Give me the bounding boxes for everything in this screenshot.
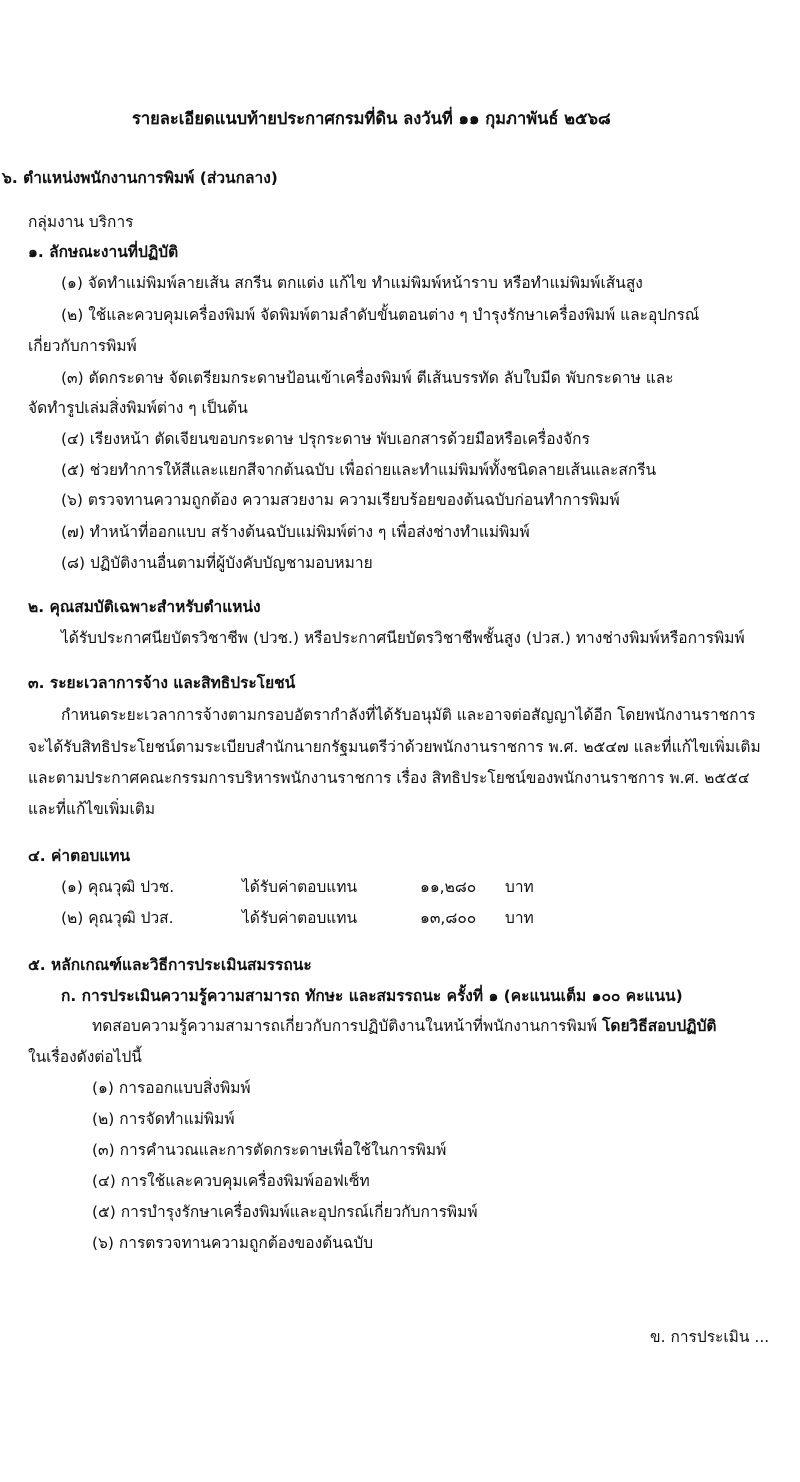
assessment-topic: (๓) การคำนวณและการตัดกระดาษเพื่อใช้ในการพิมพ์ bbox=[92, 1141, 447, 1159]
duty-item-4: (๔) เรียงหน้า ตัดเจียนขอบกระดาษ ปรุกระดาษ พับเอกสารด้วยมือหรือเครื่องจักร bbox=[61, 430, 590, 448]
duty-item-2: (๒) ใช้และควบคุมเครื่องพิมพ์ จัดพิมพ์ตามลำดับขั้นตอนต่าง ๆ บำรุงรักษาเครื่องพิมพ์ และอุปกรณ์ bbox=[61, 306, 700, 324]
compensation-label: ได้รับค่าตอบแทน bbox=[242, 909, 358, 927]
duty-item-8: (๘) ปฏิบัติงานอื่นตามที่ผู้บังคับบัญชามอบหมาย bbox=[61, 554, 373, 572]
assessment-subheading: ก. การประเมินความรู้ความสามารถ ทักษะ และสมรรถนะ ครั้งที่ ๑ (คะแนนเต็ม ๑๐๐ คะแนน) bbox=[61, 987, 683, 1005]
document-header: รายละเอียดแนบท้ายประกาศกรมที่ดิน ลงวันที่ ๑๑ กุมภาพันธ์ ๒๕๖๘ bbox=[132, 109, 611, 128]
duty-item-5: (๕) ช่วยทำการให้สีและแยกสีจากต้นฉบับ เพื่อถ่ายและทำแม่พิมพ์ทั้งชนิดลายเส้นและสกรีน bbox=[61, 461, 657, 479]
qualification-text: ได้รับประกาศนียบัตรวิชาชีพ (ปวช.) หรือประกาศนียบัตรวิชาชีพชั้นสูง (ปวส.) ทางช่างพิมพ์หรือการพิมพ์ bbox=[61, 629, 745, 647]
job-group: กลุ่มงาน บริการ bbox=[28, 213, 134, 231]
employment-line-1: กำหนดระยะเวลาการจ้างตามกรอบอัตรากำลังที่ได้รับอนุมัติ และอาจต่อสัญญาได้อีก โดยพนักงานราชการ bbox=[61, 706, 756, 724]
duty-item-3-cont: จัดทำรูปเล่มสิ่งพิมพ์ต่าง ๆ เป็นต้น bbox=[28, 399, 248, 417]
section-5-heading: ๕. หลักเกณฑ์และวิธีการประเมินสมรรถนะ bbox=[28, 956, 312, 974]
compensation-unit: บาท bbox=[505, 909, 534, 927]
assessment-topic: (๒) การจัดทำแม่พิมพ์ bbox=[92, 1110, 235, 1128]
duty-item-2-cont: เกี่ยวกับการพิมพ์ bbox=[28, 337, 137, 355]
duty-item-7: (๗) ทำหน้าที่ออกแบบ สร้างต้นฉบับแม่พิมพ์ต่าง ๆ เพื่อส่งช่างทำแม่พิมพ์ bbox=[61, 523, 530, 541]
assessment-topic: (๕) การบำรุงรักษาเครื่องพิมพ์และอุปกรณ์เกี่ยวกับการพิมพ์ bbox=[92, 1203, 478, 1221]
assessment-description bbox=[92, 1016, 716, 1036]
assessment-description-text: ทดสอบความรู้ความสามารถเกี่ยวกับการปฏิบัติงานในหน้าที่พนักงานการพิมพ์ bbox=[92, 1017, 603, 1035]
compensation-unit: บาท bbox=[505, 878, 534, 896]
duty-item-3: (๓) ตัดกระดาษ จัดเตรียมกระดาษป้อนเข้าเครื่องพิมพ์ ตีเส้นบรรทัด ลับใบมีด พับกระดาษ และ bbox=[61, 369, 674, 387]
continuation-footer: ข. การประเมิน ... bbox=[650, 1328, 770, 1346]
assessment-method: โดยวิธีสอบปฏิบัติ bbox=[602, 1017, 717, 1035]
assessment-description-cont: ในเรื่องดังต่อไปนี้ bbox=[28, 1048, 142, 1066]
compensation-amount: ๑๑,๒๘๐ bbox=[420, 878, 477, 896]
section-3-heading: ๓. ระยะเวลาการจ้าง และสิทธิประโยชน์ bbox=[28, 674, 296, 692]
assessment-topic: (๑) การออกแบบสิ่งพิมพ์ bbox=[92, 1079, 251, 1097]
assessment-topic: (๔) การใช้และควบคุมเครื่องพิมพ์ออฟเซ็ท bbox=[92, 1172, 370, 1190]
section-2-heading: ๒. คุณสมบัติเฉพาะสำหรับตำแหน่ง bbox=[28, 598, 261, 616]
duty-item-6: (๖) ตรวจทานความถูกต้อง ความสวยงาม ความเรียบร้อยของต้นฉบับก่อนทำการพิมพ์ bbox=[61, 491, 620, 509]
section-4-heading: ๔. ค่าตอบแทน bbox=[28, 847, 131, 865]
compensation-label: ได้รับค่าตอบแทน bbox=[242, 878, 358, 896]
duty-item-1: (๑) จัดทำแม่พิมพ์ลายเส้น สกรีน ตกแต่ง แก้ไข ทำแม่พิมพ์หน้าราบ หรือทำแม่พิมพ์เส้นสูง bbox=[61, 274, 643, 292]
section-1-heading: ๑. ลักษณะงานที่ปฏิบัติ bbox=[28, 243, 179, 261]
compensation-qualification: (๒) คุณวุฒิ ปวส. bbox=[61, 909, 174, 927]
assessment-topic: (๖) การตรวจทานความถูกต้องของต้นฉบับ bbox=[92, 1234, 374, 1252]
compensation-amount: ๑๓,๘๐๐ bbox=[420, 909, 477, 927]
employment-line-2: จะได้รับสิทธิประโยชน์ตามระเบียบสำนักนายกรัฐมนตรีว่าด้วยพนักงานราชการ พ.ศ. ๒๕๔๗ และที่แก้ไขเพิ่มเติม bbox=[28, 738, 761, 756]
employment-line-3: และตามประกาศคณะกรรมการบริหารพนักงานราชการ เรื่อง สิทธิประโยชน์ของพนักงานราชการ พ.ศ. ๒๕๕๔ bbox=[28, 769, 750, 787]
position-title: ๖. ตำแหน่งพนักงานการพิมพ์ (ส่วนกลาง) bbox=[2, 169, 278, 187]
employment-line-4: และที่แก้ไขเพิ่มเติม bbox=[28, 800, 156, 818]
compensation-qualification: (๑) คุณวุฒิ ปวช. bbox=[61, 878, 175, 896]
